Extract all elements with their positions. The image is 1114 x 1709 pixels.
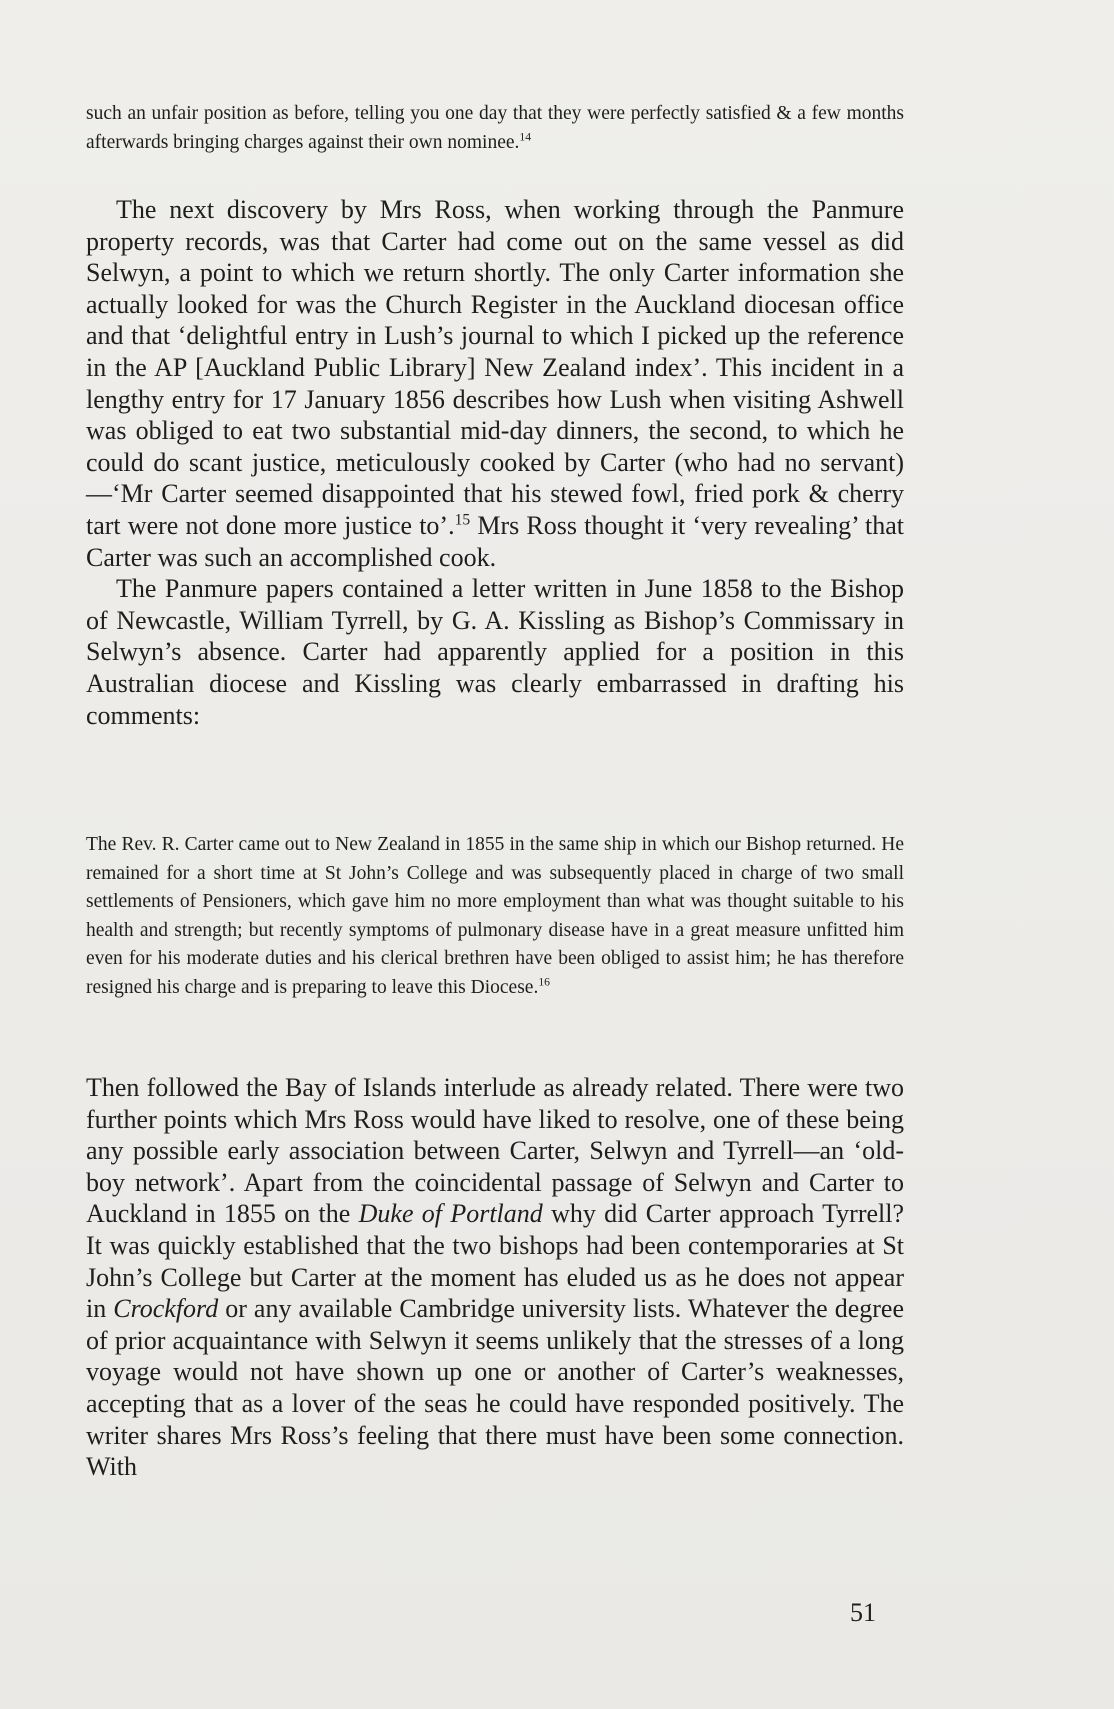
main-text-continued bbox=[86, 1072, 904, 1483]
page-number: 51 bbox=[850, 1598, 876, 1627]
quote-continuation bbox=[86, 100, 904, 157]
paragraph-3-part-1: Then followed the Bay of Islands interlude as already related. There were two further points which Mrs Ross would have liked to resolve, one of these being any possible early association between Carter, Selwyn and Tyrrell—an ‘old-boy network’. Apart from the coincidental passage of Selwyn and Carter to Auckland in 1855 on the bbox=[86, 1073, 904, 1229]
main-text bbox=[86, 194, 904, 731]
quote-continuation-body: such an unfair position as before, telling you one day that they were perfectly satisfied & a few months afterwards bringing charges against their own nominee. bbox=[86, 103, 904, 153]
paragraph-3-part-2: why did Carter approach Tyrrell? It was quickly established that the two bishops had been contemporaries at St John’s College but Carter at the moment has eluded us as he does not appear in bbox=[86, 1199, 905, 1324]
footnote-ref-15: 15 bbox=[454, 511, 471, 529]
block-quote bbox=[86, 831, 904, 1002]
paragraph-3 bbox=[86, 1072, 904, 1483]
reference-work-title: Crockford bbox=[113, 1294, 219, 1324]
quote-continuation-text bbox=[86, 100, 904, 157]
paragraph-3-part-3: or any available Cambridge university lists. Whatever the degree of prior acquaintance with Selwyn it seems unlikely that the stresses of a long voyage would not have shown up one or another of Carter’s weaknesses, accepting that as a lover of the seas he could have responded positively. The writer shares Mrs Ross’s feeling that there must have been some connection. With bbox=[86, 1294, 904, 1482]
paragraph-2: The Panmure papers contained a letter written in June 1858 to the Bishop of Newcastle, William Tyrrell, by G. A. Kissling as Bishop’s Commissary in Selwyn’s absence. Carter had apparently applied for a position in this Australian diocese and Kissling was clearly embarrassed in drafting his comments: bbox=[86, 574, 904, 730]
block-quote-body: The Rev. R. Carter came out to New Zealand in 1855 in the same ship in which our Bishop returned. He remained for a short time at St John’s College and was subsequently placed in charge of two small settlements of Pensioners, which gave him no more employment than what was thought suitable to his health and strength; but recently symptoms of pulmonary disease have in a great measure unfitted him even for his moderate duties and his clerical brethren have been obliged to assist him; he has therefore resigned his charge and is preparing to leave this Diocese. bbox=[86, 834, 904, 998]
footnote-ref-14: 14 bbox=[519, 130, 532, 143]
block-quote-text bbox=[86, 831, 904, 1002]
paragraph-1-tail: Mrs Ross thought it ‘very revealing’ that Carter was such an accomplished cook. bbox=[86, 510, 904, 572]
paragraph-1-text: The next discovery by Mrs Ross, when working through the Panmure property records, was that Carter had come out on the same vessel as did Selwyn, a point to which we return shortly. The only Carter information she actually looked for was the Church Register in the Auckland diocesan office and that ‘delightful entry in Lush’s journal to which I picked up the reference in the AP [Auckland Public Library] New Zealand index’. This incident in a lengthy entry for 17 January 1856 describes how Lush when visiting Ashwell was obliged to eat two substantial mid-day dinners, the second, to which he could do scant justice, meticulously cooked by Carter (who had no servant)—‘Mr Carter seemed disappointed that his stewed fowl, fried pork & cherry tart were not done more justice to’. bbox=[86, 195, 904, 540]
ship-name: Duke of Portland bbox=[358, 1199, 543, 1229]
footnote-ref-16: 16 bbox=[538, 975, 551, 988]
paragraph-1 bbox=[86, 194, 904, 573]
